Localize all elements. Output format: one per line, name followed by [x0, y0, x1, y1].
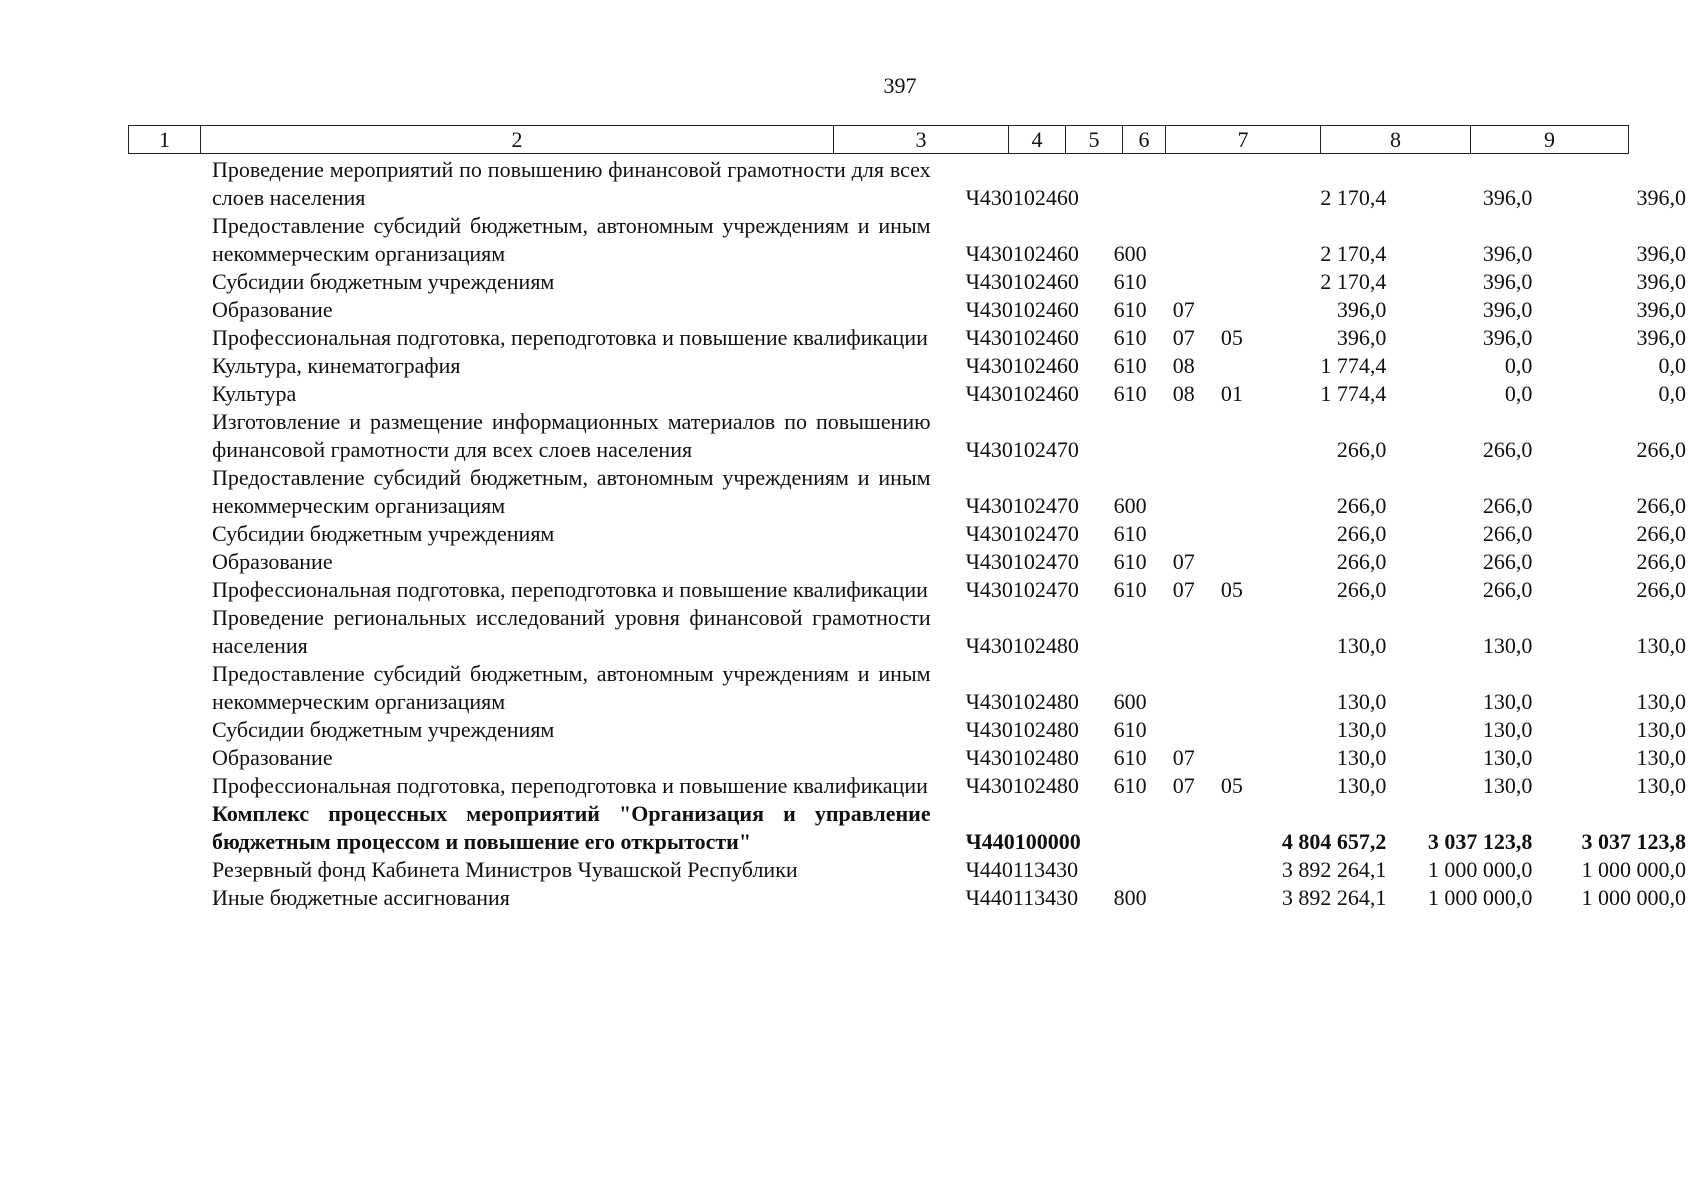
row-col-4: 610 [1113, 353, 1147, 378]
table-row [128, 716, 1697, 744]
row-col-4: 610 [1113, 577, 1147, 602]
row-col-6 [1215, 660, 1254, 716]
row-name: Субсидии бюджетным учреждениям [212, 717, 555, 742]
row-col-6 [1215, 604, 1254, 660]
row-value-8: 3 037 123,8 [1427, 829, 1533, 854]
row-value-8: 266,0 [1482, 437, 1533, 462]
row-col-6 [1215, 156, 1254, 212]
row-code: Ч430102460 [965, 269, 1079, 294]
row-col-4: 610 [1113, 381, 1147, 406]
row-value-9: 396,0 [1636, 325, 1686, 350]
row-value-9: 266,0 [1636, 437, 1686, 462]
row-col-4: 610 [1113, 745, 1147, 770]
row-code: Ч430102470 [965, 437, 1079, 462]
row-value-9: 266,0 [1636, 493, 1686, 518]
row-name: Профессиональная подготовка, переподготовка и повышение квалификации [212, 325, 928, 350]
row-name: Образование [212, 297, 333, 322]
row-value-7: 266,0 [1336, 521, 1387, 546]
row-col-5 [1165, 800, 1215, 856]
table-row [128, 296, 1697, 324]
row-value-7: 396,0 [1336, 325, 1387, 350]
row-col-6 [1215, 856, 1254, 884]
table-row [128, 576, 1697, 604]
row-col-5: 07 [1172, 549, 1195, 574]
row-value-8: 1 000 000,0 [1427, 885, 1533, 910]
row-col-4 [1102, 800, 1165, 856]
row-col-4 [1102, 604, 1165, 660]
row-col-5 [1165, 408, 1215, 464]
table-row [128, 212, 1697, 268]
row-col-4: 610 [1113, 717, 1147, 742]
table-row [128, 604, 1697, 660]
row-code: Ч440113430 [965, 857, 1079, 882]
row-col-6 [1215, 464, 1254, 520]
row-value-7: 1 774,4 [1320, 381, 1387, 406]
row-value-9: 130,0 [1636, 633, 1686, 658]
row-value-8: 1 000 000,0 [1427, 857, 1533, 882]
row-col-4: 610 [1113, 549, 1147, 574]
row-col-5 [1165, 520, 1215, 548]
table-row [128, 744, 1697, 772]
row-code: Ч430102470 [965, 549, 1079, 574]
row-col-4: 800 [1113, 885, 1147, 910]
row-name: Проведение региональных исследований уровня финансовой грамотности населения [212, 605, 931, 658]
row-code: Ч430102480 [965, 773, 1079, 798]
row-value-9: 3 037 123,8 [1581, 829, 1686, 854]
row-col-5 [1165, 604, 1215, 660]
row-value-7: 266,0 [1336, 493, 1387, 518]
row-col-5 [1165, 716, 1215, 744]
row-value-7: 130,0 [1336, 689, 1387, 714]
row-value-8: 0,0 [1504, 381, 1533, 406]
row-col-5 [1165, 268, 1215, 296]
table-row [128, 352, 1697, 380]
row-value-7: 2 170,4 [1320, 241, 1387, 266]
row-name: Культура, кинематография [212, 353, 461, 378]
header-cell-8: 8 [1321, 126, 1471, 154]
row-col-5: 07 [1172, 773, 1195, 798]
row-value-9: 130,0 [1636, 745, 1686, 770]
table-row [128, 520, 1697, 548]
row-value-8: 396,0 [1482, 297, 1533, 322]
row-col-6 [1215, 408, 1254, 464]
row-value-9: 266,0 [1636, 549, 1686, 574]
row-col-6: 05 [1220, 577, 1243, 602]
row-code: Ч430102460 [965, 353, 1079, 378]
row-value-9: 396,0 [1636, 241, 1686, 266]
header-cell-1: 1 [129, 126, 201, 154]
row-col-5 [1165, 212, 1215, 268]
row-code: Ч430102470 [965, 521, 1079, 546]
row-value-8: 396,0 [1482, 325, 1533, 350]
table-row [128, 884, 1697, 912]
header-cell-4: 4 [1009, 126, 1066, 154]
row-col-5 [1165, 660, 1215, 716]
header-cell-5: 5 [1066, 126, 1123, 154]
row-value-9: 130,0 [1636, 689, 1686, 714]
row-value-8: 396,0 [1482, 269, 1533, 294]
row-col-6: 05 [1220, 325, 1243, 350]
row-col-6 [1215, 800, 1254, 856]
row-name: Иные бюджетные ассигнования [212, 885, 510, 910]
row-col-5 [1165, 884, 1215, 912]
row-col-5 [1165, 156, 1215, 212]
row-col-5: 07 [1172, 297, 1195, 322]
row-col-6 [1215, 352, 1254, 380]
row-col-6 [1215, 548, 1254, 576]
row-code: Ч440113430 [965, 885, 1079, 910]
row-col-4: 610 [1113, 297, 1147, 322]
row-value-9: 130,0 [1636, 717, 1686, 742]
row-code: Ч430102460 [965, 297, 1079, 322]
row-code: Ч430102480 [965, 745, 1079, 770]
row-col-6 [1215, 268, 1254, 296]
budget-table [128, 156, 1697, 912]
row-name: Предоставление субсидий бюджетным, автономным учреждениям и иным некоммерческим организациям [212, 465, 931, 518]
row-code: Ч430102460 [965, 325, 1079, 350]
row-code: Ч430102460 [965, 185, 1079, 210]
row-name: Образование [212, 549, 333, 574]
row-col-6 [1215, 520, 1254, 548]
header-cell-2: 2 [201, 126, 834, 154]
row-code: Ч430102470 [965, 493, 1079, 518]
row-value-9: 396,0 [1636, 297, 1686, 322]
row-value-8: 396,0 [1482, 185, 1533, 210]
row-name: Профессиональная подготовка, переподготовка и повышение квалификации [212, 773, 928, 798]
table-row [128, 408, 1697, 464]
row-col-4: 610 [1113, 325, 1147, 350]
table-row [128, 380, 1697, 408]
row-value-8: 130,0 [1482, 773, 1533, 798]
row-name: Субсидии бюджетным учреждениям [212, 521, 555, 546]
row-name: Субсидии бюджетным учреждениям [212, 269, 555, 294]
table-row [128, 156, 1697, 212]
row-col-4: 600 [1113, 689, 1147, 714]
table-row [128, 548, 1697, 576]
row-value-9: 396,0 [1636, 269, 1686, 294]
row-value-7: 130,0 [1336, 633, 1387, 658]
row-code: Ч430102470 [965, 577, 1079, 602]
row-value-8: 266,0 [1482, 577, 1533, 602]
row-col-5: 08 [1172, 353, 1195, 378]
row-col-5: 07 [1172, 745, 1195, 770]
row-code: Ч430102480 [965, 689, 1079, 714]
row-value-7: 266,0 [1336, 549, 1387, 574]
row-code: Ч430102460 [965, 381, 1079, 406]
row-name: Изготовление и размещение информационных материалов по повышению финансовой грамотности для всех слоев населения [212, 409, 931, 462]
table-row [128, 324, 1697, 352]
row-col-4: 610 [1113, 521, 1147, 546]
row-col-5 [1165, 856, 1215, 884]
row-col-4 [1102, 856, 1165, 884]
row-value-8: 266,0 [1482, 521, 1533, 546]
page-number: 397 [883, 73, 917, 98]
row-name: Предоставление субсидий бюджетным, автономным учреждениям и иным некоммерческим организациям [212, 213, 931, 266]
row-col-6 [1215, 744, 1254, 772]
header-cell-6: 6 [1123, 126, 1166, 154]
row-value-8: 0,0 [1504, 353, 1533, 378]
row-value-7: 130,0 [1336, 745, 1387, 770]
row-value-9: 0,0 [1658, 381, 1686, 406]
row-value-9: 0,0 [1658, 353, 1686, 378]
row-name: Культура [212, 381, 297, 406]
row-col-5: 08 [1172, 381, 1195, 406]
row-value-9: 1 000 000,0 [1581, 885, 1686, 910]
row-code: Ч440100000 [965, 829, 1081, 854]
row-col-4: 600 [1113, 493, 1147, 518]
row-name: Резервный фонд Кабинета Министров Чувашской Республики [212, 857, 798, 882]
row-col-5: 07 [1172, 325, 1195, 350]
row-value-9: 396,0 [1636, 185, 1686, 210]
header-cell-3: 3 [834, 126, 1009, 154]
row-col-6 [1215, 212, 1254, 268]
row-value-8: 130,0 [1482, 745, 1533, 770]
row-col-4 [1102, 408, 1165, 464]
row-value-8: 130,0 [1482, 689, 1533, 714]
row-col-4: 610 [1113, 773, 1147, 798]
row-value-7: 2 170,4 [1320, 185, 1387, 210]
row-value-9: 130,0 [1636, 773, 1686, 798]
row-col-6 [1215, 884, 1254, 912]
row-code: Ч430102480 [965, 633, 1079, 658]
row-value-8: 130,0 [1482, 633, 1533, 658]
row-code: Ч430102480 [965, 717, 1079, 742]
row-value-9: 266,0 [1636, 521, 1686, 546]
table-row [128, 856, 1697, 884]
row-value-7: 130,0 [1336, 773, 1387, 798]
row-value-8: 396,0 [1482, 241, 1533, 266]
row-value-7: 396,0 [1336, 297, 1387, 322]
table-row [128, 800, 1697, 856]
row-value-8: 266,0 [1482, 493, 1533, 518]
row-value-8: 266,0 [1482, 549, 1533, 574]
row-col-6: 01 [1220, 381, 1243, 406]
row-value-8: 130,0 [1482, 717, 1533, 742]
row-value-9: 266,0 [1636, 577, 1686, 602]
table-row [128, 464, 1697, 520]
header-cell-7: 7 [1166, 126, 1321, 154]
row-col-4: 600 [1113, 241, 1147, 266]
row-value-7: 4 804 657,2 [1281, 829, 1387, 854]
row-col-4 [1102, 156, 1165, 212]
row-name: Предоставление субсидий бюджетным, автономным учреждениям и иным некоммерческим организациям [212, 661, 931, 714]
row-col-4: 610 [1113, 269, 1147, 294]
row-value-7: 266,0 [1336, 437, 1387, 462]
row-value-7: 3 892 264,1 [1281, 885, 1387, 910]
row-name: Образование [212, 745, 333, 770]
row-value-9: 1 000 000,0 [1581, 857, 1686, 882]
row-name: Комплекс процессных мероприятий "Организация и управление бюджетным процессом и повышение его открытости" [212, 801, 931, 854]
row-col-6 [1215, 716, 1254, 744]
row-value-7: 130,0 [1336, 717, 1387, 742]
header-cell-9: 9 [1471, 126, 1629, 154]
row-code: Ч430102460 [965, 241, 1079, 266]
row-value-7: 3 892 264,1 [1281, 857, 1387, 882]
column-header-table [128, 125, 1629, 154]
row-value-7: 2 170,4 [1320, 269, 1387, 294]
header-row [129, 126, 1629, 154]
table-row [128, 772, 1697, 800]
row-name: Проведение мероприятий по повышению финансовой грамотности для всех слоев населения [212, 157, 931, 210]
row-value-7: 1 774,4 [1320, 353, 1387, 378]
row-col-5: 07 [1172, 577, 1195, 602]
row-name: Профессиональная подготовка, переподготовка и повышение квалификации [212, 577, 928, 602]
table-row [128, 660, 1697, 716]
row-col-5 [1165, 464, 1215, 520]
row-value-7: 266,0 [1336, 577, 1387, 602]
row-col-6 [1215, 296, 1254, 324]
row-col-6: 05 [1220, 773, 1243, 798]
table-row [128, 268, 1697, 296]
